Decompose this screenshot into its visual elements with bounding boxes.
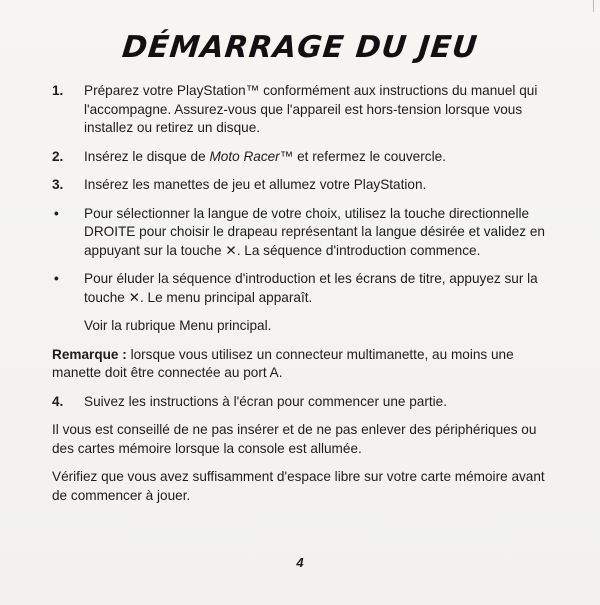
step-number: 3. <box>52 177 64 192</box>
step-1 <box>52 82 557 138</box>
page-edge-mark <box>593 0 594 12</box>
step-text: Suivez les instructions à l'écran pour commencer une partie. <box>84 393 448 409</box>
game-title: Moto Racer™ <box>209 148 294 164</box>
page-number: 4 <box>296 555 304 570</box>
instructions-body <box>52 82 557 515</box>
step-3 <box>52 176 557 195</box>
step-text: Préparez votre PlayStation™ conformément aux instructions du manuel qui l'accompagne. Assurez-vous que l'appareil est hors-tension lorsque vous installez ou retirez un disque. <box>84 83 538 135</box>
step-text: Insérez le disque de <box>84 148 210 164</box>
page-title: DÉMARRAGE DU JEU <box>120 30 480 65</box>
bullet-text: Pour sélectionner la langue de votre choix, utilisez la touche directionnelle DROITE pour choisir le drapeau représentant la langue désirée et validez en appuyant sur la touche ✕. La séquence d'introduction commence. <box>84 205 545 258</box>
step-text: et refermez le couvercle. <box>293 148 446 164</box>
step-2 <box>52 148 557 167</box>
step-4 <box>52 393 557 412</box>
step-number: 2. <box>52 148 64 164</box>
menu-reference: Voir la rubrique Menu principal. <box>84 318 272 333</box>
bullet-marker: • <box>54 271 59 286</box>
step-number: 1. <box>52 83 64 98</box>
bullet-marker: • <box>54 205 59 221</box>
paragraph-memory-card: Vérifiez que vous avez suffisamment d'espace libre sur votre carte mémoire avant de commencer à jouer. <box>52 469 545 503</box>
remark <box>52 346 557 383</box>
step-text: Insérez les manettes de jeu et allumez votre PlayStation. <box>84 177 427 192</box>
step-number: 4. <box>52 393 64 409</box>
paragraph-peripherals: Il vous est conseillé de ne pas insérer et de ne pas enlever des périphériques ou des cartes mémoire lorsque la console est allumée. <box>52 422 537 456</box>
remark-label: Remarque : <box>52 346 127 362</box>
bullet-language <box>52 205 557 261</box>
remark-text: lorsque vous utilisez un connecteur multimanette, au moins une manette doit être connectée au port A. <box>52 346 514 380</box>
bullet-text: Pour éluder la séquence d'introduction et les écrans de titre, appuyez sur la touche ✕. Le menu principal apparaît. <box>84 271 538 305</box>
bullet-skip-intro <box>52 270 557 307</box>
